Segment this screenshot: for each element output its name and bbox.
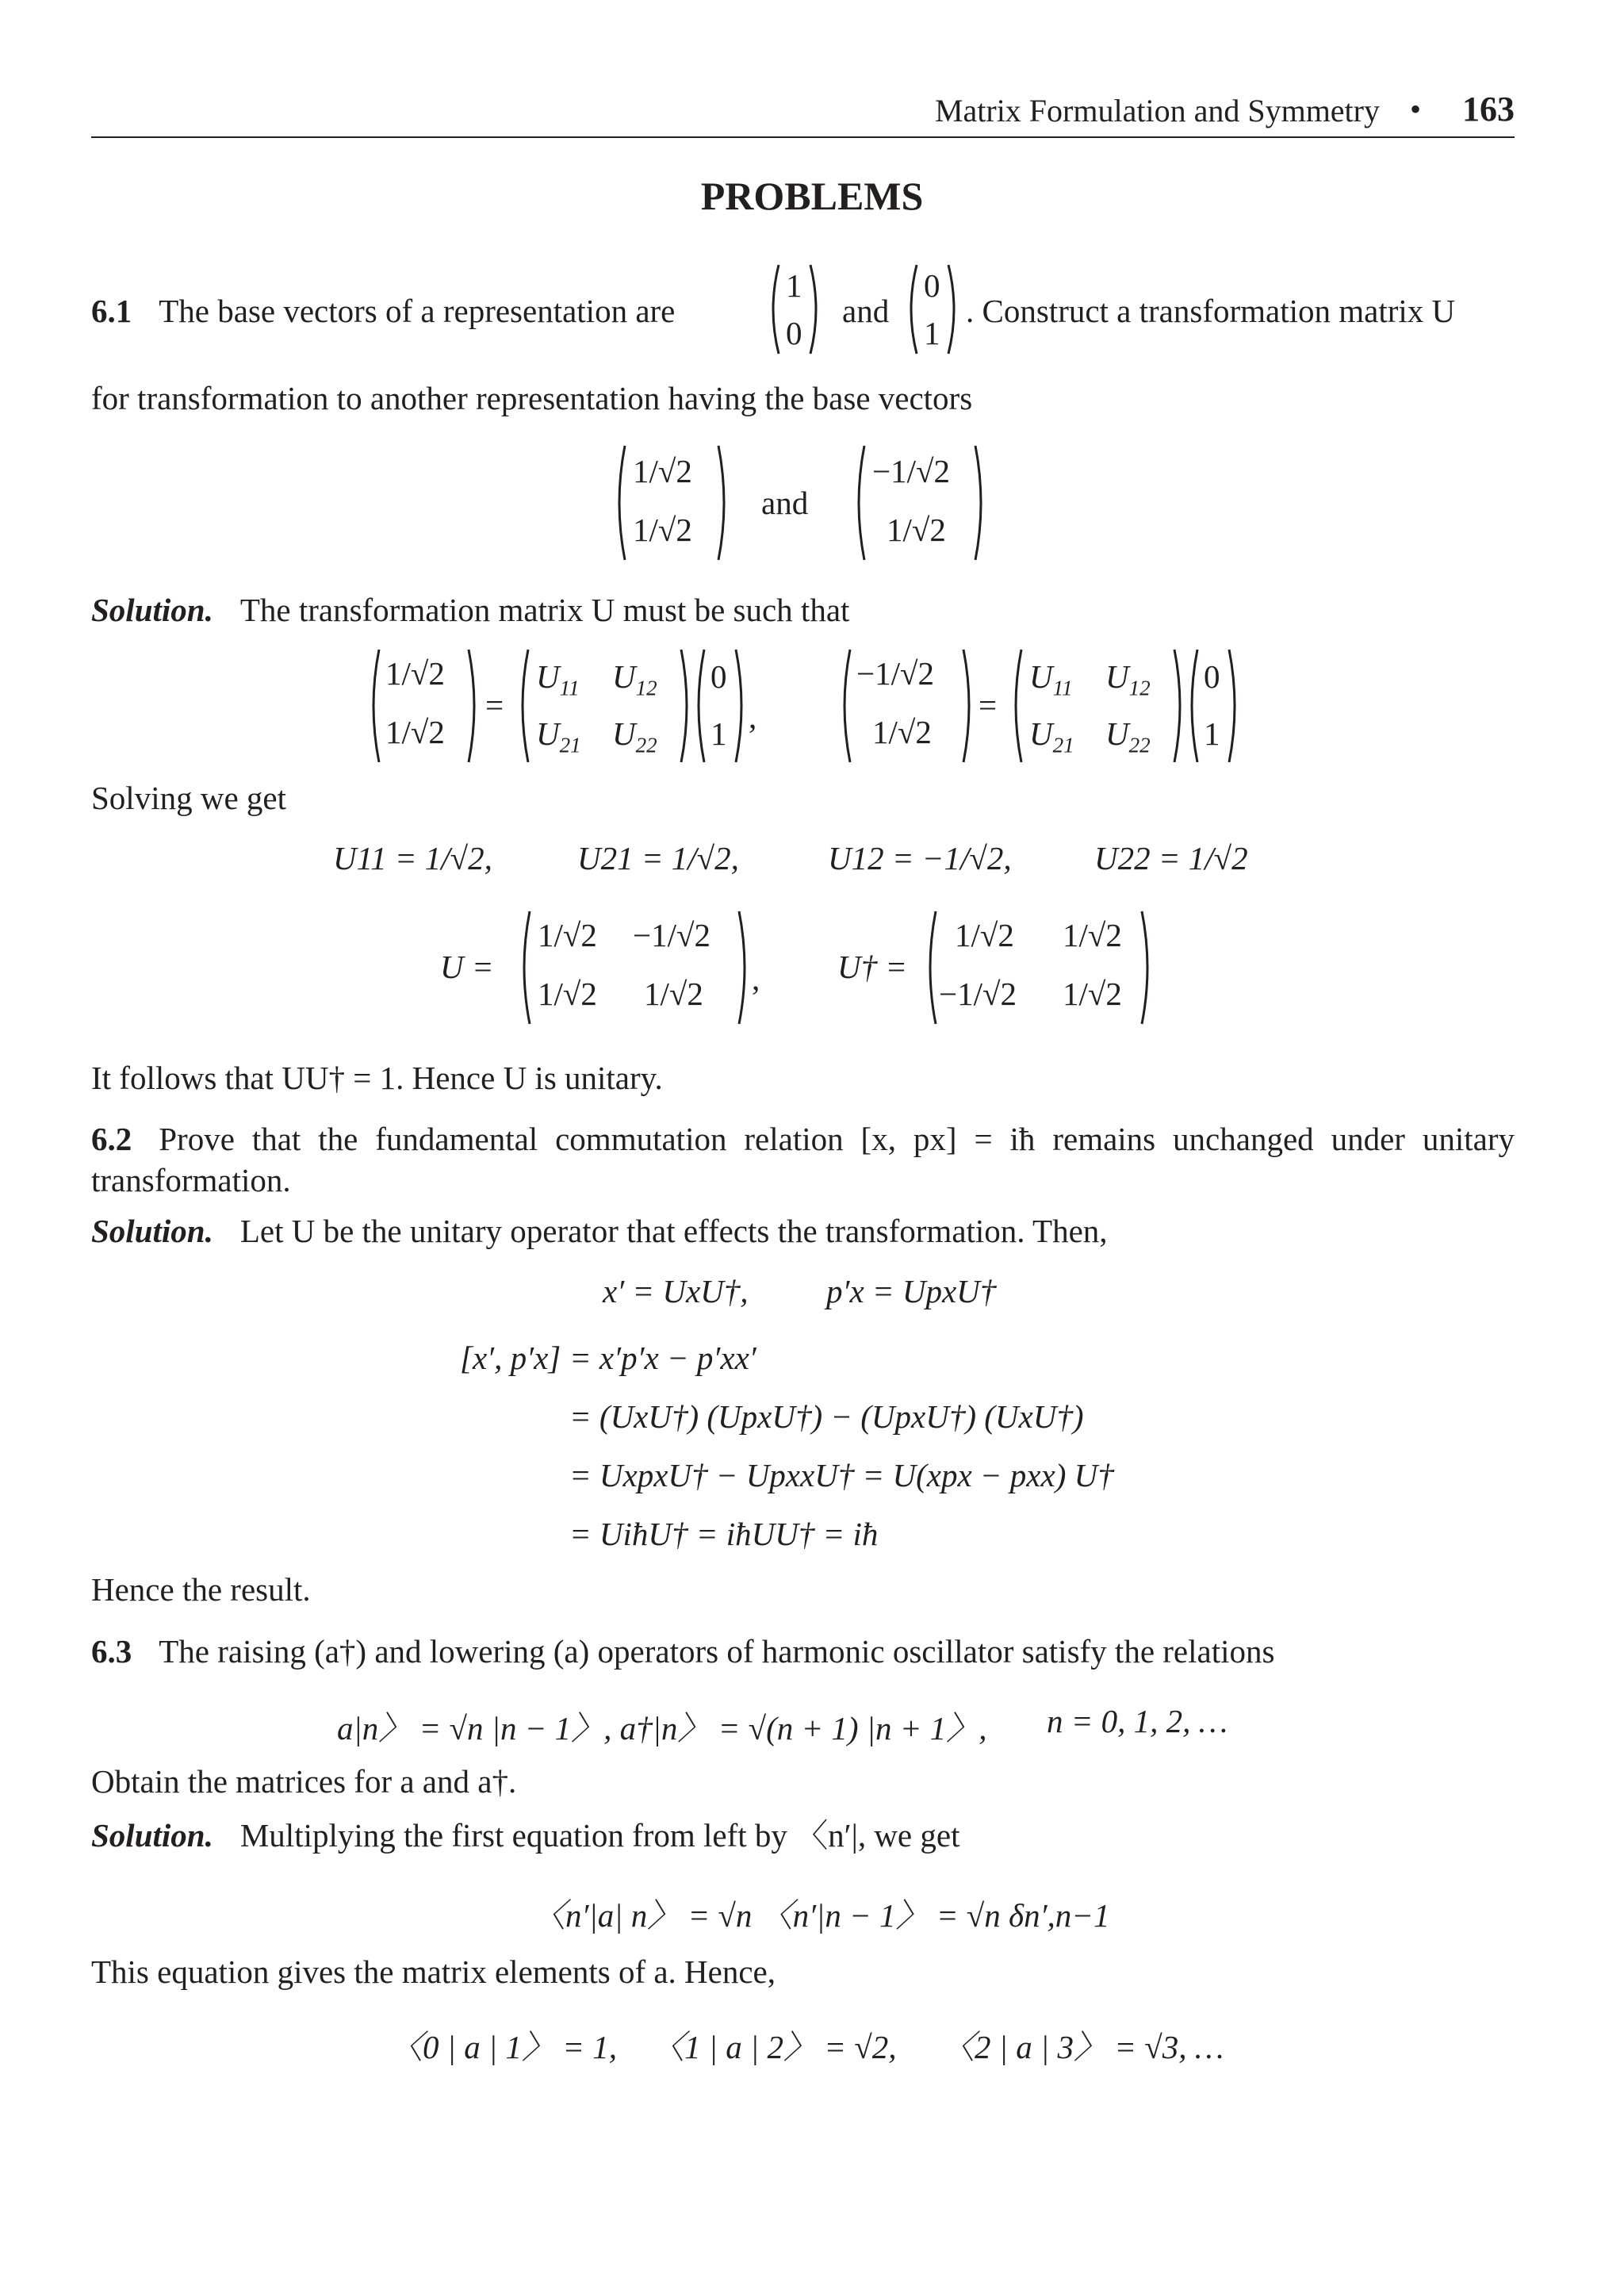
- commutator-step-4: = UiħU† = iħUU† = iħ: [569, 1516, 879, 1552]
- matrix-entry: 1/√2: [538, 917, 597, 953]
- new-base-vector-2: [852, 443, 988, 563]
- matrix-entry: $U_{21}$: [536, 715, 581, 757]
- solution-label: Solution.: [91, 1817, 213, 1854]
- solution-text: Multiplying the first equation from left by 〈n′|, we get: [239, 1817, 960, 1854]
- vector-entry: 1/√2: [887, 512, 946, 548]
- comma: ,: [749, 699, 757, 735]
- and-word: and: [842, 293, 890, 329]
- matrix-elements-text: This equation gives the matrix elements of a. Hence,: [91, 1953, 776, 1990]
- matrix-entry: 1/√2: [1063, 917, 1122, 953]
- problem-number: 6.2: [91, 1121, 132, 1157]
- rhs-vector-2: [1185, 646, 1242, 765]
- commutator-lhs: [x′, p′x]: [460, 1340, 561, 1376]
- matrix-entry: 1/√2: [955, 917, 1014, 953]
- rhs-vector-1: [691, 646, 749, 765]
- matrix-entry: $U_{22}$: [612, 715, 657, 757]
- solution-label: Solution.: [91, 592, 213, 628]
- problem-text-line2: for transformation to another representation having the base vectors: [91, 380, 973, 416]
- result-U22: U22 = 1/√2: [1094, 840, 1248, 876]
- solution-6-1: [91, 591, 849, 630]
- vector-entry: 1/√2: [385, 714, 445, 750]
- element-23: 〈2 | a | 3〉 = √3, …: [942, 2029, 1224, 2065]
- problem-text: The base vectors of a representation are: [159, 293, 676, 329]
- result-U11: U11 = 1/√2,: [333, 840, 492, 876]
- matrix-entry: 1/√2: [644, 976, 703, 1012]
- commutator-step-1: = x′p′x − p′xx′: [569, 1340, 756, 1376]
- page-number: 163: [1462, 90, 1515, 128]
- equals-sign: =: [979, 687, 998, 723]
- vector-entry: 0: [924, 267, 940, 304]
- lhs-vector-1: [366, 646, 481, 765]
- new-base-vector-1: [612, 443, 731, 563]
- column-vector-e2: [904, 262, 961, 357]
- U-matrix: [517, 908, 752, 1027]
- U-dagger-label: U† =: [837, 949, 908, 985]
- section-title: PROBLEMS: [700, 174, 924, 218]
- vector-entry: 1/√2: [872, 714, 932, 750]
- lhs-vector-2: [837, 646, 976, 765]
- solution-label: Solution.: [91, 1213, 213, 1249]
- equation-p-prime: p′x = UpxU†: [826, 1273, 997, 1309]
- matrix-entry: $U_{11}$: [536, 658, 580, 700]
- equation-x-prime: x′ = UxU†,: [603, 1273, 749, 1309]
- solution-text: The transformation matrix U must be such that: [239, 592, 850, 628]
- vector-entry: 1: [786, 267, 802, 304]
- commutator-step-3: = UxpxU† − UpxxU† = U(xpx − pxx) U†: [569, 1457, 1114, 1493]
- matrix-entry: $U_{12}$: [612, 658, 657, 700]
- problem-text: Prove that the fundamental commutation relation [x, px] = iħ remains unchanged under unitary transformation.: [91, 1121, 1515, 1198]
- commutator-step-2: = (UxU†) (UpxU†) − (UpxU†) (UxU†): [569, 1398, 1084, 1435]
- problem-number: 6.3: [91, 1633, 132, 1670]
- equals-sign: =: [485, 687, 504, 723]
- vector-entry: −1/√2: [872, 453, 951, 489]
- comma: ,: [752, 960, 760, 997]
- matrix-entry: $U_{21}$: [1029, 715, 1074, 757]
- running-title: Matrix Formulation and Symmetry: [934, 93, 1380, 128]
- column-vector-e1: [766, 262, 823, 357]
- solving-text: Solving we get: [91, 780, 286, 816]
- result-U12: U12 = −1/√2,: [828, 840, 1012, 876]
- matrix-entry: 1/√2: [1063, 976, 1122, 1012]
- element-12: 〈1 | a | 2〉 = √2,: [652, 2029, 897, 2065]
- matrix-element-equation: 〈n′|a| n〉 = √n 〈n′|n − 1〉 = √n δn′,n−1: [533, 1897, 1110, 1934]
- header-bullet: •: [1409, 91, 1421, 127]
- obtain-text: Obtain the matrices for a and a†.: [91, 1763, 517, 1800]
- matrix-entry: −1/√2: [633, 917, 711, 953]
- result-U21: U21 = 1/√2,: [577, 840, 739, 876]
- and-word: and: [761, 485, 809, 521]
- problem-6-1-line1: [91, 292, 675, 331]
- solution-6-3: [91, 1816, 959, 1855]
- matrix-entry: $U_{22}$: [1105, 715, 1151, 757]
- solution-text: Let U be the unitary operator that effects the transformation. Then,: [239, 1213, 1108, 1249]
- hence-result: Hence the result.: [91, 1571, 311, 1608]
- vector-entry: 0: [710, 658, 727, 695]
- vector-entry: 1: [710, 715, 727, 752]
- problem-text-cont: . Construct a transformation matrix U: [966, 293, 1456, 329]
- matrix-entry: 1/√2: [538, 976, 597, 1012]
- vector-entry: 1: [1204, 715, 1220, 752]
- conclusion-6-1: It follows that UU† = 1. Hence U is unitary.: [91, 1060, 663, 1096]
- matrix-entry: −1/√2: [939, 976, 1017, 1012]
- problem-text: The raising (a†) and lowering (a) operators of harmonic oscillator satisfy the relations: [159, 1633, 1275, 1670]
- n-range: n = 0, 1, 2, …: [1047, 1703, 1228, 1739]
- vector-entry: 0: [1204, 658, 1220, 695]
- vector-entry: −1/√2: [856, 655, 935, 692]
- vector-entry: 1/√2: [633, 512, 692, 548]
- solution-6-2: [91, 1212, 1108, 1251]
- ladder-relation: a|n〉 = √n |n − 1〉, a†|n〉 = √(n + 1) |n + 1〉,: [337, 1710, 987, 1746]
- vector-entry: 0: [786, 315, 802, 351]
- U-matrix-generic-1: [515, 646, 694, 765]
- vector-entry: 1/√2: [633, 453, 692, 489]
- problem-6-3: [91, 1632, 1274, 1671]
- running-header: [91, 89, 1515, 138]
- U-matrix-generic-2: [1009, 646, 1187, 765]
- U-label: U =: [440, 949, 494, 985]
- vector-entry: 1: [924, 315, 940, 351]
- matrix-entry: $U_{11}$: [1029, 658, 1073, 700]
- problem-6-2: [91, 1118, 1515, 1201]
- vector-entry: 1/√2: [385, 655, 445, 692]
- matrix-entry: $U_{12}$: [1105, 658, 1151, 700]
- problem-number: 6.1: [91, 293, 132, 329]
- element-01: 〈0 | a | 1〉 = 1,: [390, 2029, 617, 2065]
- U-dagger-matrix: [923, 908, 1155, 1027]
